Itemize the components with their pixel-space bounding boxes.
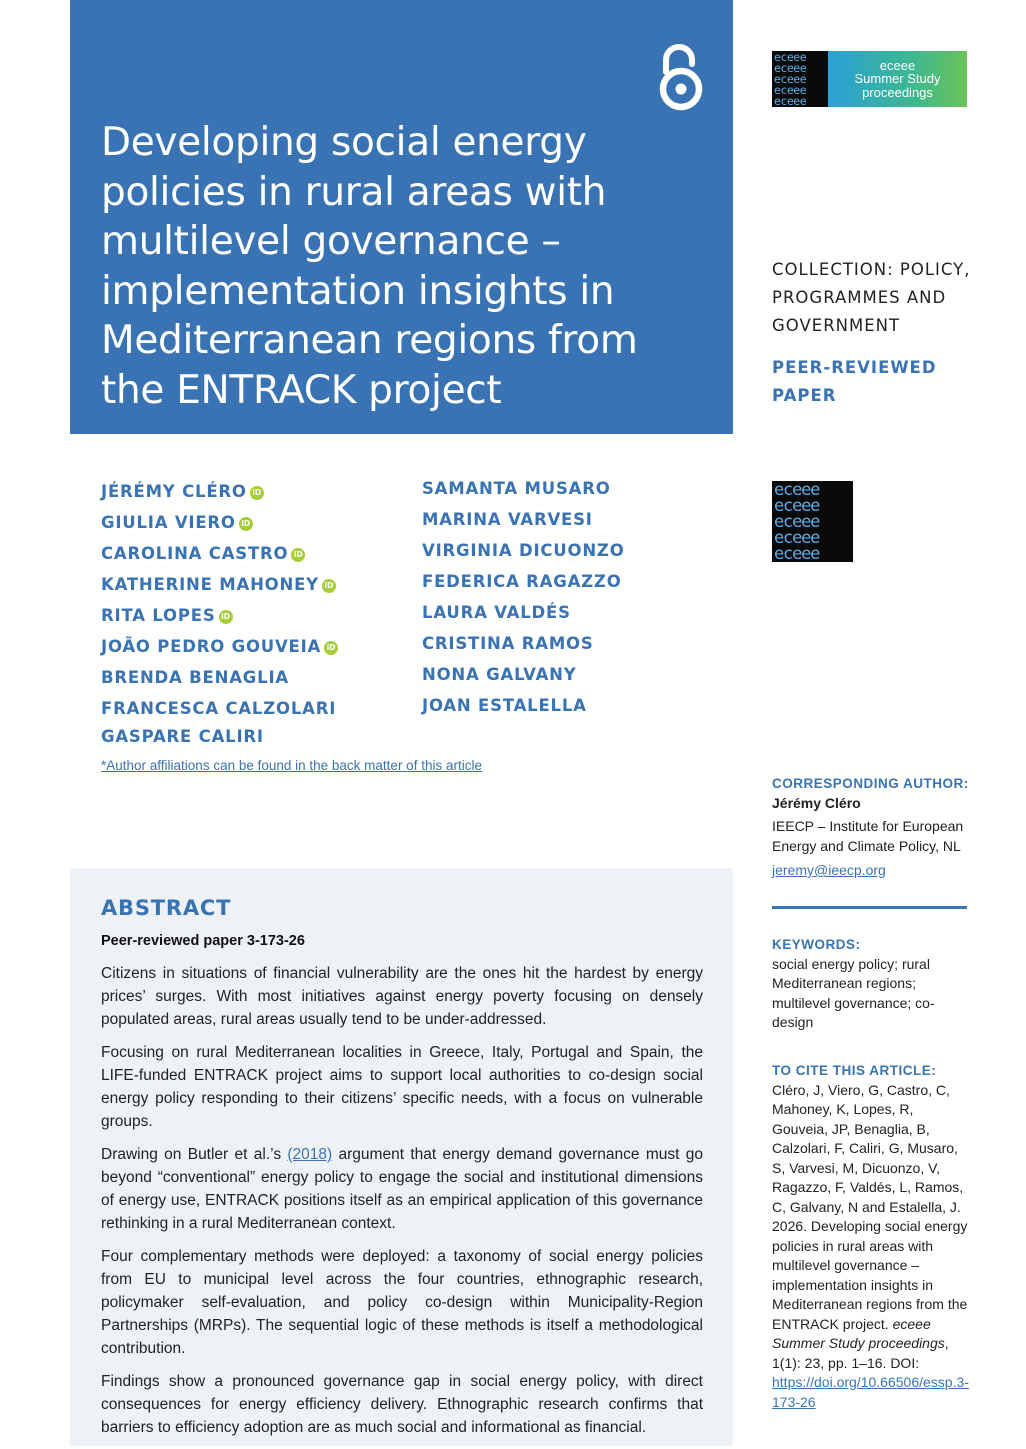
affiliation-link[interactable]: *Author affiliations can be found in the back matter of this article xyxy=(101,758,482,773)
doi-label: DOI: xyxy=(890,1354,920,1371)
logo-row: eceee xyxy=(774,83,807,97)
banner-line-2: Summer Study xyxy=(854,71,941,87)
eceee-logo-grid xyxy=(772,51,828,107)
logo-row: eceee xyxy=(774,61,807,75)
author-item[interactable] xyxy=(101,634,338,665)
orcid-icon[interactable]: iD xyxy=(291,548,305,562)
abstract-paragraph: Four complementary methods were deployed: a taxonomy of social energy policies from EU to municipal level across the four countries, ethnographic research, policymaker self-evaluation, and policy co-design within Municipality-Region Partnerships (MRPs). The sequential logic of these methods is itself a methodological contribution. xyxy=(101,1248,703,1357)
banner-line-3: proceedings xyxy=(862,84,933,100)
keywords-block xyxy=(772,935,962,1033)
corresponding-author xyxy=(772,774,972,881)
author-list-right xyxy=(422,476,625,724)
author-item[interactable] xyxy=(422,538,625,569)
abstract-paragraph: Citizens in situations of financial vulnerability are the ones hit the hardest by energy prices’ surges. With most initiatives against energy poverty focusing on densely populated areas, rural areas usually tend to be under-addressed. xyxy=(101,965,703,1028)
logo-row: eceee xyxy=(774,512,820,532)
citation-volume: , 1(1): 23, pp. 1–16. xyxy=(772,1335,949,1371)
logo-row: eceee xyxy=(774,496,820,516)
open-access-icon xyxy=(658,42,704,114)
abstract-text: Drawing on Butler et al.’s xyxy=(101,1146,288,1163)
logo-row: eceee xyxy=(774,72,807,86)
abstract-paragraph: Findings show a pronounced governance gap in social energy policy, with direct consequences for energy efficiency delivery. Ethnographic research confirms that barriers to efficiency adoption are as much social and informational as financial. xyxy=(101,1373,703,1436)
author-name[interactable]: GIULIA VIERO xyxy=(101,513,236,532)
doi-link[interactable]: https://doi.org/10.66506/essp.3-173-26 xyxy=(772,1374,969,1410)
orcid-icon[interactable]: iD xyxy=(250,486,264,500)
title-banner xyxy=(70,0,733,434)
abstract-section xyxy=(70,868,733,1446)
author-name[interactable]: KATHERINE MAHONEY xyxy=(101,575,319,594)
abstract-paragraph xyxy=(101,1143,703,1235)
author-item[interactable] xyxy=(101,696,338,727)
orcid-icon[interactable]: iD xyxy=(219,610,233,624)
eceee-logo xyxy=(772,481,853,562)
article-title: Developing social energy policies in rural areas with multilevel governance – implementation insights in Mediterranean regions from the ENTRACK project xyxy=(101,120,638,413)
author-list-left xyxy=(101,479,338,750)
orcid-icon[interactable]: iD xyxy=(322,579,336,593)
logo-row: eceee xyxy=(774,528,820,548)
logo-row: eceee xyxy=(774,51,807,64)
author-name[interactable]: GASPARE CALIRI xyxy=(101,727,264,746)
citation-text xyxy=(772,1081,972,1413)
abstract-body xyxy=(101,962,703,1449)
author-name[interactable]: CRISTINA RAMOS xyxy=(422,634,594,653)
author-item[interactable] xyxy=(422,569,625,600)
author-name[interactable]: CAROLINA CASTRO xyxy=(101,544,289,563)
collection-label: COLLECTION: POLICY, PROGRAMMES AND GOVERNMENT xyxy=(772,260,971,335)
author-item[interactable] xyxy=(422,476,625,507)
citation-block xyxy=(772,1061,972,1412)
author-name[interactable]: JÉRÉMY CLÉRO xyxy=(101,482,247,501)
logo-row: eceee xyxy=(774,94,807,107)
author-item[interactable] xyxy=(422,600,625,631)
author-item[interactable] xyxy=(422,507,625,538)
citation-body: Cléro, J, Viero, G, Castro, C, Mahoney, K, Lopes, R, Gouveia, JP, Benaglia, B, Calzolari, F, Caliri, G, Musaro, S, Varvesi, M, Dicuonzo, V, Ragazzo, F, Valdés, L, Ramos, C, Galvany, N and Estalella, J. 2026. Developing social energy policies in rural areas with multilevel governance – implementation insights in Mediterranean regions from the ENTRACK project. xyxy=(772,1081,968,1332)
author-name[interactable]: FRANCESCA CALZOLARI xyxy=(101,699,337,718)
banner-line-1: eceee xyxy=(879,57,916,73)
abstract-subheading: Peer-reviewed paper 3-173-26 xyxy=(101,933,305,949)
corresponding-heading: CORRESPONDING AUTHOR: xyxy=(772,776,969,791)
keywords-text: social energy policy; rural Mediterranean regions; multilevel governance; co-design xyxy=(772,955,935,1030)
corresponding-org: IEECP – Institute for European Energy and Climate Policy, NL xyxy=(772,818,964,854)
abstract-paragraph: Focusing on rural Mediterranean localities in Greece, Italy, Portugal and Spain, the LIFE-funded ENTRACK project aims to support local authorities to co-design social energy policy responding to their citizens’ specific needs, with a focus on vulnerable groups. xyxy=(101,1044,703,1130)
corresponding-name: Jérémy Cléro xyxy=(772,794,861,811)
author-name[interactable]: FEDERICA RAGAZZO xyxy=(422,572,622,591)
author-name[interactable]: LAURA VALDÉS xyxy=(422,603,571,622)
author-item[interactable] xyxy=(101,510,338,541)
author-name[interactable]: JOAN ESTALELLA xyxy=(422,696,587,715)
sidebar-divider xyxy=(772,906,967,909)
orcid-icon[interactable]: iD xyxy=(239,517,253,531)
author-name[interactable]: NONA GALVANY xyxy=(422,665,577,684)
author-item[interactable] xyxy=(422,662,625,693)
eceee-summer-study-logo[interactable] xyxy=(772,51,967,107)
author-item[interactable] xyxy=(101,724,338,750)
author-item[interactable] xyxy=(101,479,338,510)
author-item[interactable] xyxy=(101,665,338,696)
keywords-heading: KEYWORDS: xyxy=(772,937,861,952)
author-name[interactable]: JOÃO PEDRO GOUVEIA xyxy=(101,637,322,656)
author-name[interactable]: BRENDA BENAGLIA xyxy=(101,668,289,687)
abstract-text: argument that energy demand governance must go beyond “conventional” energy policy to engage the social and institutional dimensions of energy use, ENTRACK positions itself as an empirical application of this governance rethinking in a rural Mediterranean context. xyxy=(101,1146,703,1232)
author-item[interactable] xyxy=(101,572,338,603)
author-name[interactable]: SAMANTA MUSARO xyxy=(422,479,611,498)
author-item[interactable] xyxy=(422,693,625,724)
author-name[interactable]: RITA LOPES xyxy=(101,606,216,625)
author-item[interactable] xyxy=(422,631,625,662)
author-name[interactable]: MARINA VARVESI xyxy=(422,510,593,529)
banner-text xyxy=(828,51,967,107)
orcid-icon[interactable]: iD xyxy=(324,641,338,655)
author-name[interactable]: VIRGINIA DICUONZO xyxy=(422,541,625,560)
logo-row: eceee xyxy=(774,480,820,500)
citation-journal: eceee Summer Study proceedings xyxy=(772,1315,945,1351)
corresponding-email-link[interactable]: jeremy@ieecp.org xyxy=(772,862,886,878)
author-item[interactable] xyxy=(101,603,338,634)
peer-reviewed-label: PEER-REVIEWED PAPER xyxy=(772,358,937,405)
logo-row: eceee xyxy=(774,544,820,564)
cite-heading: TO CITE THIS ARTICLE: xyxy=(772,1063,937,1078)
author-item[interactable] xyxy=(101,541,338,572)
abstract-heading: ABSTRACT xyxy=(101,896,232,920)
reference-link[interactable]: (2018) xyxy=(287,1146,333,1163)
